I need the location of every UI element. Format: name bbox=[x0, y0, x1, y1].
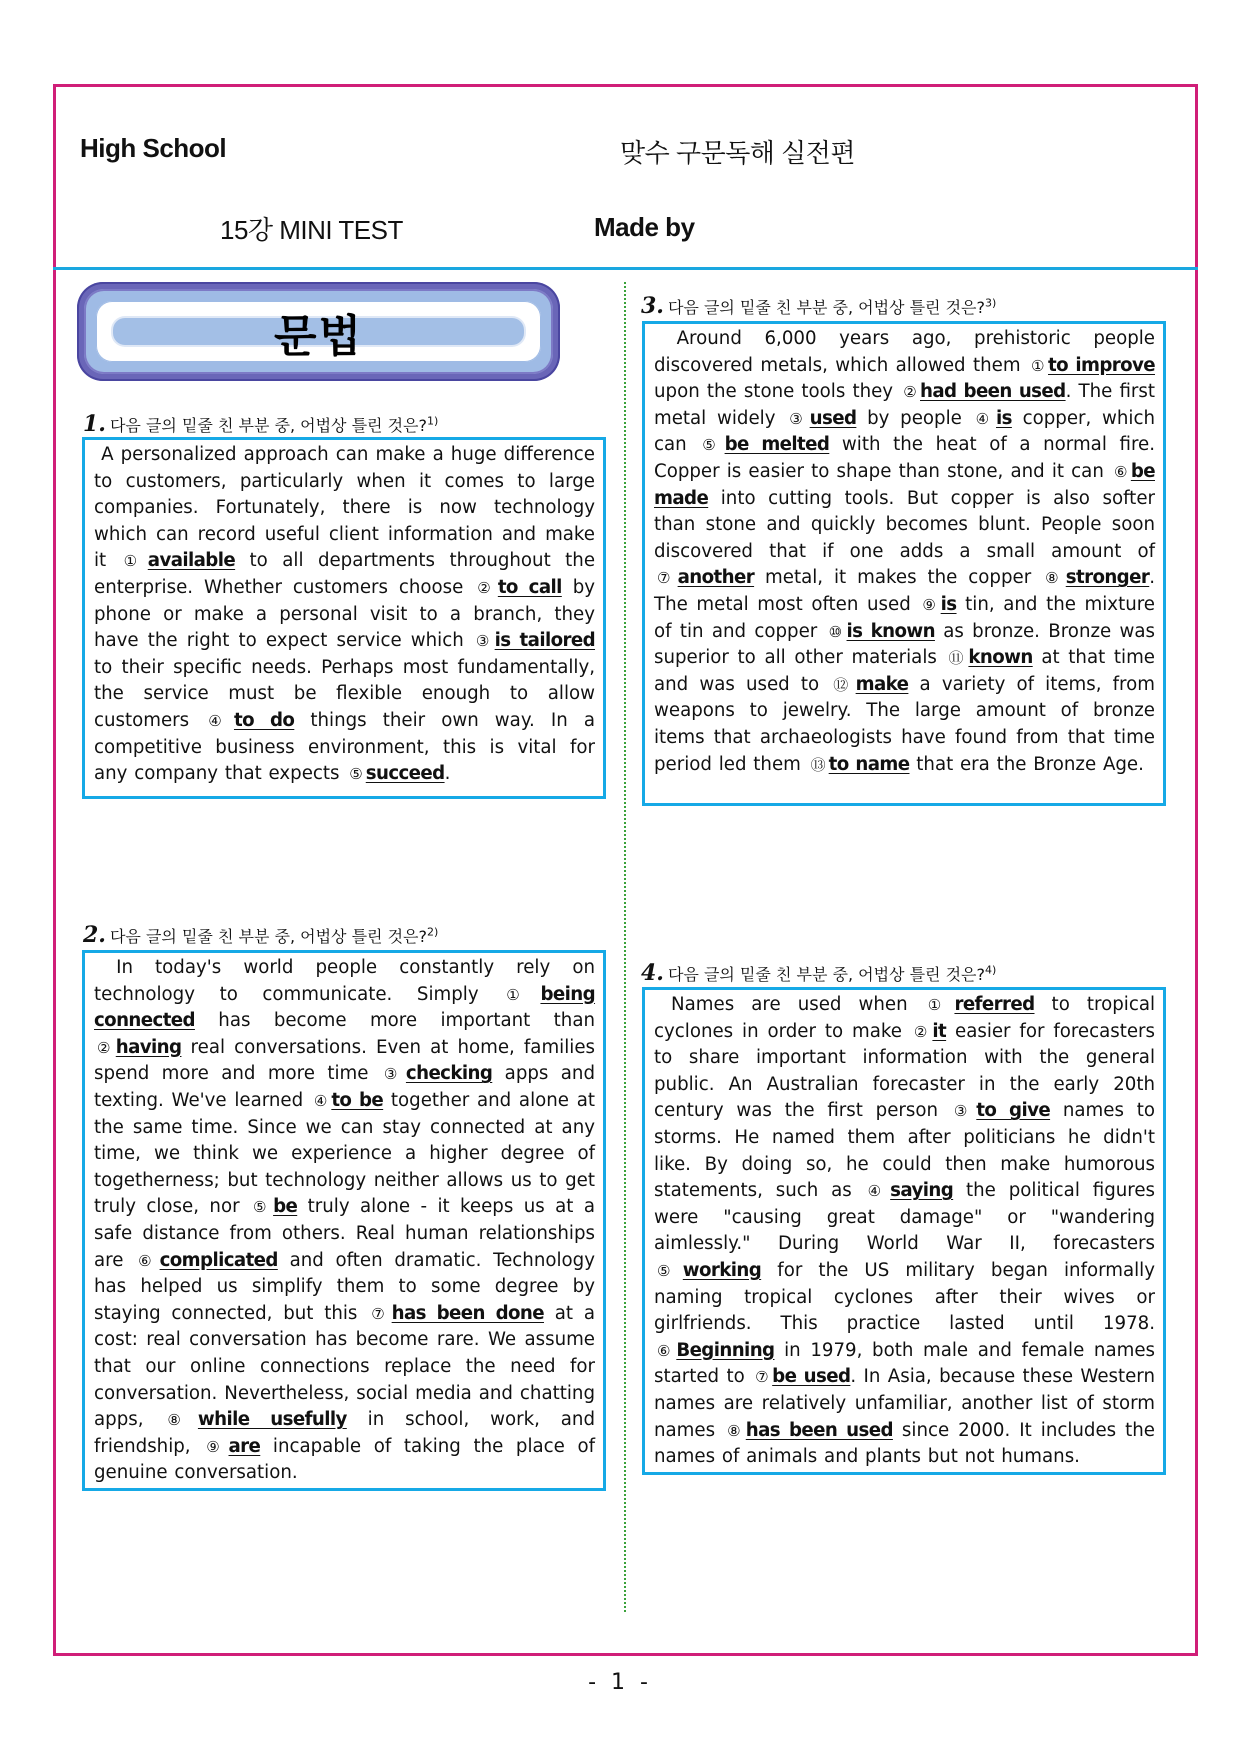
underlined-choice: make bbox=[855, 673, 909, 695]
question-2-passage bbox=[82, 950, 606, 1491]
choice-number: ⑫ bbox=[833, 675, 853, 694]
underlined-choice: available bbox=[147, 550, 236, 572]
underlined-choice: to improve bbox=[1048, 354, 1155, 376]
underlined-choice: to name bbox=[828, 753, 910, 775]
question-2-title bbox=[83, 922, 438, 948]
footnote-marker: 4) bbox=[985, 963, 997, 977]
choice-number: ⑬ bbox=[810, 755, 826, 774]
question-4-title bbox=[641, 960, 996, 986]
choice-number: ④ bbox=[208, 711, 231, 730]
choice-number: ② bbox=[913, 1022, 930, 1041]
choice-number: ② bbox=[97, 1038, 113, 1057]
choice-number: ③ bbox=[953, 1102, 974, 1121]
underlined-choice: to call bbox=[497, 576, 562, 598]
question-3-title bbox=[641, 293, 996, 319]
question-prompt: 다음 글의 밑줄 친 부분 중, 어법상 틀린 것은? bbox=[667, 965, 985, 984]
underlined-choice: is bbox=[940, 593, 957, 615]
footnote-marker: 2) bbox=[427, 925, 439, 939]
choice-number: ⑥ bbox=[657, 1341, 674, 1360]
underlined-choice: to give bbox=[976, 1100, 1051, 1122]
underlined-choice: checking bbox=[405, 1063, 493, 1085]
choice-number: ⑤ bbox=[252, 1198, 271, 1217]
underlined-choice: known bbox=[968, 647, 1033, 669]
question-number: 3. bbox=[641, 293, 664, 319]
question-1-title bbox=[83, 411, 438, 437]
choice-number: ⑨ bbox=[206, 1437, 226, 1456]
underlined-choice: working bbox=[682, 1259, 762, 1281]
choice-number: ⑤ bbox=[349, 765, 363, 784]
column-divider bbox=[624, 282, 626, 1612]
question-4-passage bbox=[642, 987, 1166, 1475]
choice-number: ⑤ bbox=[657, 1261, 680, 1280]
question-number: 2. bbox=[83, 922, 106, 948]
underlined-choice: be melted bbox=[724, 434, 830, 456]
underlined-choice: are bbox=[228, 1435, 261, 1457]
underlined-choice: has been used bbox=[745, 1419, 893, 1441]
underlined-choice: to be bbox=[331, 1089, 384, 1111]
question-1-passage bbox=[82, 437, 606, 799]
header-author: Made by bbox=[594, 212, 695, 242]
underlined-choice: saying bbox=[890, 1180, 954, 1202]
section-title: 문법 bbox=[273, 310, 363, 362]
underlined-choice: used bbox=[809, 407, 857, 429]
underlined-choice: succeed bbox=[365, 763, 445, 785]
underlined-choice: is bbox=[996, 407, 1012, 429]
passage-text: A personalized approach can make a huge difference to customers, particularly when it comes to large companies. Fortunately, there is now technology which can record useful client information and make it ① available to all departments throughout the enterprise. Whether customers choose ② to call by phone or make a personal visit to a branch, they have the right to expect service which ③ is tailored to their specific needs. Perhaps most fundamentally, the service must be flexible enough to allow customers ④ to do things their own way. In a competitive business environment, this is vital for any company that expects ⑤ succeed. bbox=[94, 444, 596, 785]
question-prompt: 다음 글의 밑줄 친 부분 중, 어법상 틀린 것은? bbox=[667, 298, 985, 317]
underlined-choice: be used bbox=[772, 1366, 851, 1388]
underlined-choice: being connected bbox=[94, 983, 596, 1032]
underlined-choice: another bbox=[677, 567, 755, 589]
choice-number: ② bbox=[903, 383, 917, 402]
underlined-choice: it bbox=[932, 1020, 947, 1042]
choice-number: ① bbox=[927, 996, 952, 1014]
choice-number: ⑥ bbox=[138, 1251, 157, 1270]
underlined-choice: is tailored bbox=[494, 630, 596, 652]
underlined-choice: complicated bbox=[159, 1249, 278, 1271]
underlined-choice: be bbox=[273, 1196, 298, 1218]
underlined-choice: while usefully bbox=[197, 1409, 347, 1431]
passage-text: In today's world people constantly rely on technology to communicate. Simply ① being connected has become more important than ② having real conversations. Even at home, families spend more and more time ③ checking apps and texting. We've learned ④ to be together and alone at the same time. Since we can stay connected at any time, we think we experience a higher degree of togetherness; but technology neither allows us to get truly close, nor ⑤ be truly alone - it keeps us at a safe distance from others. Real human relationships are ⑥ complicated and often dramatic. Technology has helped us simplify them to some degree by staying connected, but this ⑦ has been done at a cost: real conversation has become rare. We assume that our online connections replace the need for conversation. Nevertheless, social media and chatting apps, ⑧ while usefully in school, work, and friendship, ⑨ are incapable of taking the place of genuine conversation. bbox=[94, 957, 596, 1484]
page-number: - 1 - bbox=[588, 1670, 652, 1695]
footnote-marker: 1) bbox=[427, 414, 439, 428]
choice-number: ⑨ bbox=[922, 595, 938, 614]
choice-number: ⑧ bbox=[1045, 569, 1063, 588]
choice-number: ⑧ bbox=[167, 1411, 195, 1430]
question-3-passage bbox=[642, 321, 1166, 806]
section-banner bbox=[77, 282, 560, 381]
question-prompt: 다음 글의 밑줄 친 부분 중, 어법상 틀린 것은? bbox=[109, 416, 427, 435]
choice-number: ⑥ bbox=[1114, 462, 1128, 481]
header-level: High School bbox=[80, 133, 227, 163]
choice-number: ① bbox=[1030, 356, 1045, 375]
choice-number: ③ bbox=[383, 1065, 403, 1084]
underlined-choice: stronger bbox=[1065, 567, 1150, 589]
underlined-choice: has been done bbox=[391, 1302, 544, 1324]
choice-number: ③ bbox=[789, 409, 807, 428]
choice-number: ⑩ bbox=[828, 622, 844, 641]
choice-number: ⑦ bbox=[657, 569, 675, 588]
question-number: 1. bbox=[83, 411, 106, 437]
underlined-choice: had been used bbox=[920, 381, 1066, 403]
header-book-title: 맞수 구문독해 실전편 bbox=[620, 138, 855, 168]
choice-number: ② bbox=[477, 578, 495, 597]
question-prompt: 다음 글의 밑줄 친 부분 중, 어법상 틀린 것은? bbox=[109, 927, 427, 946]
header-lesson: 15강 MINI TEST bbox=[220, 215, 403, 245]
choice-number: ③ bbox=[475, 632, 492, 651]
underlined-choice: Beginning bbox=[676, 1339, 775, 1361]
passage-text: Names are used when ① referred to tropical cyclones in order to make ② it easier for forecasters to share important information with the general public. An Australian forecaster in the early 20th century was the first person ③ to give names to storms. He named them after politicians he didn't like. By doing so, he could then make humorous statements, such as ④ saying the political figures were "causing great damage" or "wandering aimlessly." During World War II, forecasters ⑤ working for the US military began informally naming tropical cyclones after their wives or girlfriends. This practice lasted until 1978. ⑥ Beginning in 1979, both male and female names started to ⑦ be used. In Asia, because these Western names are relatively unfamiliar, another list of storm names ⑧ has been used since 2000. It includes the names of animals and plants but not humans. bbox=[654, 994, 1156, 1468]
underlined-choice: having bbox=[115, 1036, 182, 1058]
footnote-marker: 3) bbox=[985, 296, 997, 310]
choice-number: ④ bbox=[867, 1182, 888, 1201]
question-number: 4. bbox=[641, 960, 664, 986]
choice-number: ⑧ bbox=[727, 1421, 743, 1440]
underlined-choice: referred bbox=[954, 994, 1035, 1015]
choice-number: ④ bbox=[975, 409, 993, 428]
choice-number: ⑦ bbox=[755, 1368, 770, 1387]
passage-text: Around 6,000 years ago, prehistoric people discovered metals, which allowed them ① to improve upon the stone tools they ② had been used. The first metal widely ③ used by people ④ is copper, which can ⑤ be melted with the heat of a normal fire. Copper is easier to shape than stone, and it can ⑥ be made into cutting tools. But copper is also softer than stone and quickly becomes blunt. People soon discovered that if one adds a small amount of ⑦ another metal, it makes the copper ⑧ stronger. The metal most often used ⑨ is tin, and the mixture of tin and copper ⑩ is known as bronze. Bronze was superior to all other materials ⑪ known at that time and was used to ⑫ make a variety of items, from weapons to jewelry. The large amount of bronze items that archaeologists have found from that time period led them ⑬ to name that era the Bronze Age. bbox=[654, 328, 1156, 775]
choice-number: ⑤ bbox=[702, 436, 722, 455]
choice-number: ⑪ bbox=[948, 649, 966, 668]
choice-number: ⑦ bbox=[371, 1304, 389, 1323]
underlined-choice: is known bbox=[846, 620, 935, 642]
choice-number: ① bbox=[506, 985, 538, 1004]
choice-number: ④ bbox=[313, 1091, 329, 1110]
choice-number: ① bbox=[123, 552, 145, 571]
underlined-choice: to do bbox=[233, 709, 295, 731]
header-divider bbox=[53, 267, 1198, 270]
underlined-choice: be made bbox=[654, 460, 1155, 509]
